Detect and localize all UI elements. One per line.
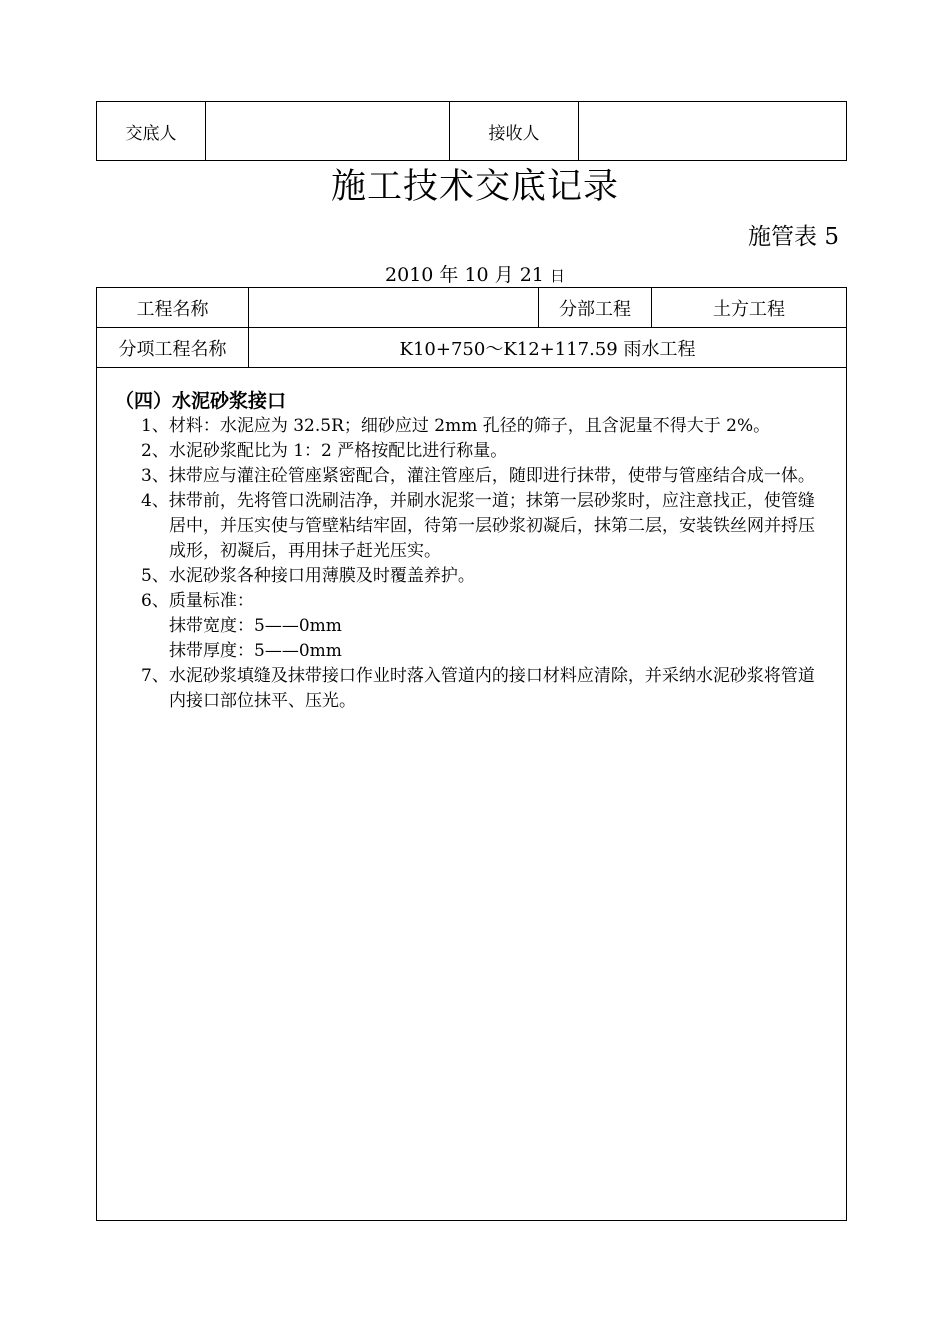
list-item: 2、水泥砂浆配比为 1：2 严格按配比进行称量。 <box>141 441 508 461</box>
list-item: 6、质量标准： <box>141 591 254 611</box>
handover-label: 交底人 <box>97 102 206 161</box>
section-heading: （四）水泥砂浆接口 <box>115 390 287 412</box>
sub-list-item: 抹带厚度：5——0mm <box>169 641 342 661</box>
division-label: 分部工程 <box>539 288 652 328</box>
subitem-value: K10+750～K12+117.59 雨水工程 <box>249 328 847 368</box>
list-item: 4、抹带前，先将管口洗刷洁净，并刷水泥浆一道；抹第一层砂浆时，应注意找正，使管缝居中，并压实使与管壁粘结牢固，待第一层砂浆初凝后，抹第二层，安装铁丝网并捋压成形，初凝后，再用抹子赶光压实。 <box>141 491 815 561</box>
project-name-label: 工程名称 <box>97 288 249 328</box>
item-list <box>115 414 826 714</box>
disclosure-table <box>96 287 847 1221</box>
handover-value <box>206 102 450 161</box>
list-item: 7、水泥砂浆填缝及抹带接口作业时落入管道内的接口材料应清除，并采纳水泥砂浆将管道内接口部位抹平、压光。 <box>141 666 815 711</box>
page-title: 施工技术交底记录 <box>330 167 619 207</box>
signature-table <box>96 101 847 161</box>
sub-list-item: 抹带宽度：5——0mm <box>169 616 342 636</box>
date-line <box>0 261 950 290</box>
list-item: 5、水泥砂浆各种接口用薄膜及时覆盖养护。 <box>141 566 475 586</box>
list-item: 3、抹带应与灌注砼管座紧密配合，灌注管座后，随即进行抹带，使带与管座结合成一体。 <box>141 466 815 486</box>
form-code: 施管表 5 <box>748 224 839 250</box>
subitem-label: 分项工程名称 <box>97 328 249 368</box>
content-row <box>97 368 847 1221</box>
content-cell <box>97 368 847 1221</box>
list-item: 1、材料：水泥应为 32.5R；细砂应过 2mm 孔径的筛子，且含泥量不得大于 2%。 <box>141 416 771 436</box>
subitem-row <box>97 328 847 368</box>
date-text: 2010 年 10 月 21 <box>385 264 544 286</box>
receiver-value <box>579 102 847 161</box>
date-day-unit: 日 <box>549 267 565 285</box>
receiver-label: 接收人 <box>450 102 579 161</box>
project-name-value <box>249 288 539 328</box>
division-value: 土方工程 <box>652 288 847 328</box>
project-row <box>97 288 847 328</box>
